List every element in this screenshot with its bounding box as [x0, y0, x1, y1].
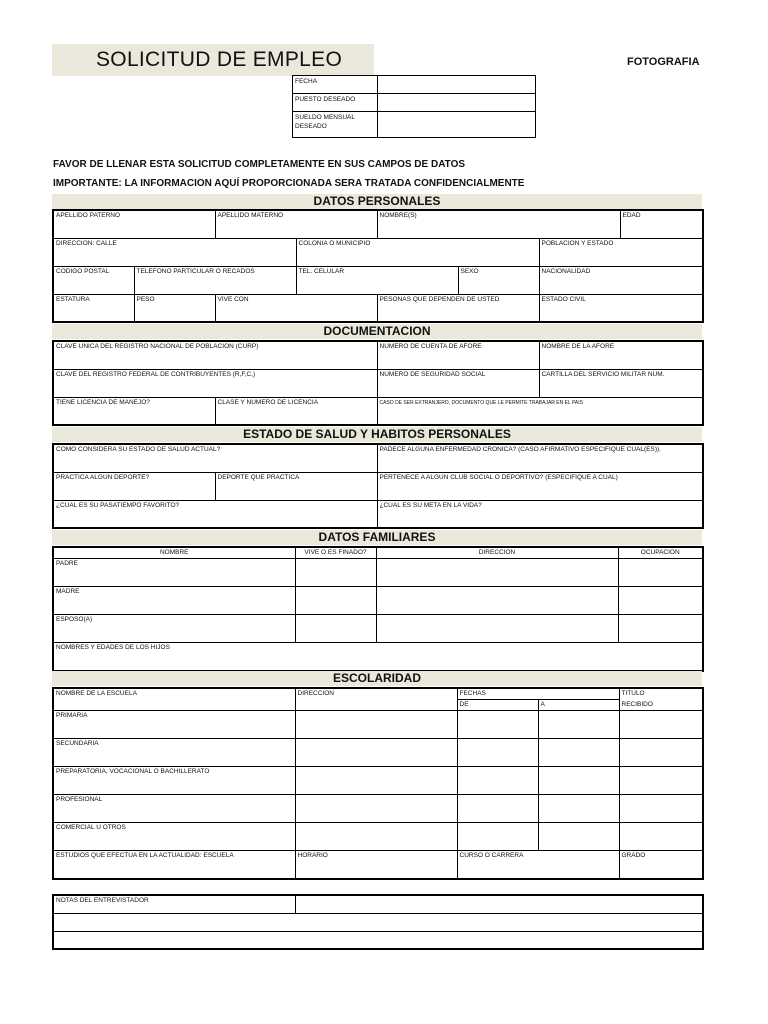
secundaria-field[interactable]: SECUNDARIA	[53, 739, 295, 767]
personal-table	[52, 209, 704, 323]
instruction-line-1: FAVOR DE LLENAR ESTA SOLICITUD COMPLETAMENTE EN SUS CAMPOS DE DATOS	[53, 159, 466, 170]
preparatoria-direccion[interactable]	[295, 767, 457, 795]
primaria-titulo[interactable]	[619, 711, 703, 739]
madre-field[interactable]: MADRE	[53, 587, 295, 615]
padre-direccion-field[interactable]	[376, 559, 618, 587]
page-title: SOLICITUD DE EMPLEO	[96, 48, 343, 71]
enfermedad-field[interactable]: PADECE ALGUNA ENFERMEDAD CRONICA? (CASO AFIRMATIVO ESPECIFIQUE CUAL(ES)).	[377, 444, 703, 472]
estado-salud-field[interactable]: COMO CONSIDERA SU ESTADO DE SALUD ACTUAL?	[53, 444, 377, 472]
peso-field[interactable]: PESO	[134, 294, 215, 322]
profesional-field[interactable]: PROFESIONAL	[53, 795, 295, 823]
curp-field[interactable]: CLAVE UNICA DEL REGISTRO NACIONAL DE POBLACION (CURP)	[53, 341, 377, 369]
rfc-field[interactable]: CLAVE DEL REGISTRO FEDERAL DE CONTRIBUYENTES (R,F,C,)	[53, 369, 377, 397]
comercial-field[interactable]: COMERCIAL U OTROS	[53, 823, 295, 851]
secundaria-direccion[interactable]	[295, 739, 457, 767]
dependientes-field[interactable]: PESONAS QUE DEPENDEN DE USTED	[377, 294, 539, 322]
primaria-de[interactable]	[457, 711, 538, 739]
esposo-direccion-field[interactable]	[376, 615, 618, 643]
sexo-field[interactable]: SEXO	[458, 266, 539, 294]
salud-table	[52, 443, 704, 529]
poblacion-field[interactable]: POBLACION Y ESTADO	[539, 238, 703, 266]
preparatoria-a[interactable]	[538, 767, 619, 795]
esposo-vive-field[interactable]	[295, 615, 376, 643]
profesional-de[interactable]	[457, 795, 538, 823]
fecha-field[interactable]	[378, 76, 536, 94]
secundaria-de[interactable]	[457, 739, 538, 767]
apellido-paterno-field[interactable]: APELLIDO PATERNO	[53, 210, 215, 238]
secundaria-titulo[interactable]	[619, 739, 703, 767]
col-titulo: TITULO	[619, 688, 703, 700]
sueldo-label: SUELDO MENSUAL DESEADO	[293, 112, 378, 138]
puesto-label: PUESTO DESEADO	[293, 94, 378, 112]
nacionalidad-field[interactable]: NACIONALIDAD	[539, 266, 703, 294]
cartilla-field[interactable]: CARTILLA DEL SERVICIO MILITAR NUM.	[539, 369, 703, 397]
apellido-materno-field[interactable]: APELLIDO MATERNO	[215, 210, 377, 238]
notas-title: NOTAS DEL ENTREVISTADOR	[53, 895, 295, 913]
section-title-personal: DATOS PERSONALES	[52, 194, 702, 209]
section-title-familiares: DATOS FAMILIARES	[52, 530, 702, 545]
preparatoria-field[interactable]: PREPARATORIA, VOCACIONAL O BACHILLERATO	[53, 767, 295, 795]
section-title-documentacion: DOCUMENTACION	[52, 324, 702, 339]
horario-field[interactable]: HORARIO	[295, 851, 457, 879]
familiares-table	[52, 546, 704, 672]
col-esc-direccion: DIRECCION	[295, 688, 457, 711]
notas-field-1[interactable]	[295, 895, 703, 913]
esposo-ocupacion-field[interactable]	[618, 615, 703, 643]
padre-vive-field[interactable]	[295, 559, 376, 587]
padre-field[interactable]: PADRE	[53, 559, 295, 587]
col-a: A	[538, 700, 619, 711]
licencia-field[interactable]: TIENE LICENCIA DE MANEJO?	[53, 397, 215, 425]
section-title-escolaridad: ESCOLARIDAD	[52, 671, 702, 686]
photo-label: FOTOGRAFIA	[627, 56, 700, 68]
comercial-a[interactable]	[538, 823, 619, 851]
hijos-field[interactable]: NOMBRES Y EDADES DE LOS HIJOS	[53, 643, 703, 671]
grado-field[interactable]: GRADO	[619, 851, 703, 879]
colonia-field[interactable]: COLONIA O MUNICIPIO	[296, 238, 539, 266]
col-ocupacion: OCUPACION	[618, 547, 703, 559]
deporte-cual-field[interactable]: DEPORTE QUE PRACTICA	[215, 472, 377, 500]
celular-field[interactable]: TEL. CELULAR	[296, 266, 458, 294]
escolaridad-table	[52, 687, 704, 880]
club-field[interactable]: PERTENECE A ALGUN CLUB SOCIAL O DEPORTIVO? (ESPECIFIQUE A CUAL)	[377, 472, 703, 500]
pasatiempo-field[interactable]: ¿CUAL ES SU PASATIEMPO FAVORITO?	[53, 500, 377, 528]
comercial-direccion[interactable]	[295, 823, 457, 851]
notas-field-3[interactable]	[53, 931, 703, 949]
section-title-salud: ESTADO DE SALUD Y HABITOS PERSONALES	[52, 427, 702, 442]
edad-field[interactable]: EDAD	[620, 210, 703, 238]
vive-con-field[interactable]: VIVE CON	[215, 294, 377, 322]
meta-field[interactable]: ¿CUAL ES SU META EN LA VIDA?	[377, 500, 703, 528]
col-nombre: NOMBRE	[53, 547, 295, 559]
telefono-field[interactable]: TELEFONO PARTICULAR O RECADOS	[134, 266, 296, 294]
curso-field[interactable]: CURSO O CARRERA	[457, 851, 619, 879]
estatura-field[interactable]: ESTATURA	[53, 294, 134, 322]
direccion-field[interactable]: DIRECCION: CALLE	[53, 238, 296, 266]
profesional-titulo[interactable]	[619, 795, 703, 823]
extranjero-field[interactable]: CASO DE SER EXTRANJERO, DOCUMENTO QUE LE PERMITE TRABAJAR EN EL PAIS	[377, 397, 703, 425]
notas-table	[52, 894, 704, 950]
fecha-label: FECHA	[293, 76, 378, 94]
padre-ocupacion-field[interactable]	[618, 559, 703, 587]
nombres-field[interactable]: NOMBRE(S)	[377, 210, 620, 238]
deporte-field[interactable]: PRACTICA ALGUN DEPORTE?	[53, 472, 215, 500]
sueldo-field[interactable]	[378, 112, 536, 138]
comercial-de[interactable]	[457, 823, 538, 851]
afore-num-field[interactable]: NUMERO DE CUENTA DE AFORE	[377, 341, 539, 369]
esposo-field[interactable]: ESPOSO(A)	[53, 615, 295, 643]
codigo-postal-field[interactable]: CODIGO POSTAL	[53, 266, 134, 294]
madre-direccion-field[interactable]	[376, 587, 618, 615]
col-fechas: FECHAS	[457, 688, 619, 700]
madre-vive-field[interactable]	[295, 587, 376, 615]
clase-licencia-field[interactable]: CLASE Y NUMERO DE LICENCIA	[215, 397, 377, 425]
madre-ocupacion-field[interactable]	[618, 587, 703, 615]
col-de: DE	[457, 700, 538, 711]
documentacion-table	[52, 340, 704, 426]
actuales-field[interactable]: ESTUDIOS QUE EFECTUA EN LA ACTUALIDAD: ESCUELA	[53, 851, 295, 879]
nss-field[interactable]: NUMERO DE SEGURIDAD SOCIAL	[377, 369, 539, 397]
primaria-field[interactable]: PRIMARIA	[53, 711, 295, 739]
primaria-direccion[interactable]	[295, 711, 457, 739]
afore-nombre-field[interactable]: NOMBRE DE LA AFORE	[539, 341, 703, 369]
col-vive: VIVE O ES FINADO?	[295, 547, 376, 559]
comercial-titulo[interactable]	[619, 823, 703, 851]
col-recibido: RECIBIDO	[619, 700, 703, 711]
primaria-a[interactable]	[538, 711, 619, 739]
puesto-field[interactable]	[378, 94, 536, 112]
estado-civil-field[interactable]: ESTADO CIVIL	[539, 294, 703, 322]
header-fields	[292, 75, 536, 138]
notas-field-2[interactable]	[53, 913, 703, 931]
profesional-a[interactable]	[538, 795, 619, 823]
preparatoria-titulo[interactable]	[619, 767, 703, 795]
profesional-direccion[interactable]	[295, 795, 457, 823]
col-direccion: DIRECCION	[376, 547, 618, 559]
preparatoria-de[interactable]	[457, 767, 538, 795]
secundaria-a[interactable]	[538, 739, 619, 767]
col-escuela: NOMBRE DE LA ESCUELA	[53, 688, 295, 711]
instruction-line-2: IMPORTANTE: LA INFORMACION AQUÍ PROPORCIONADA SERA TRATADA CONFIDENCIALMENTE	[53, 178, 525, 189]
